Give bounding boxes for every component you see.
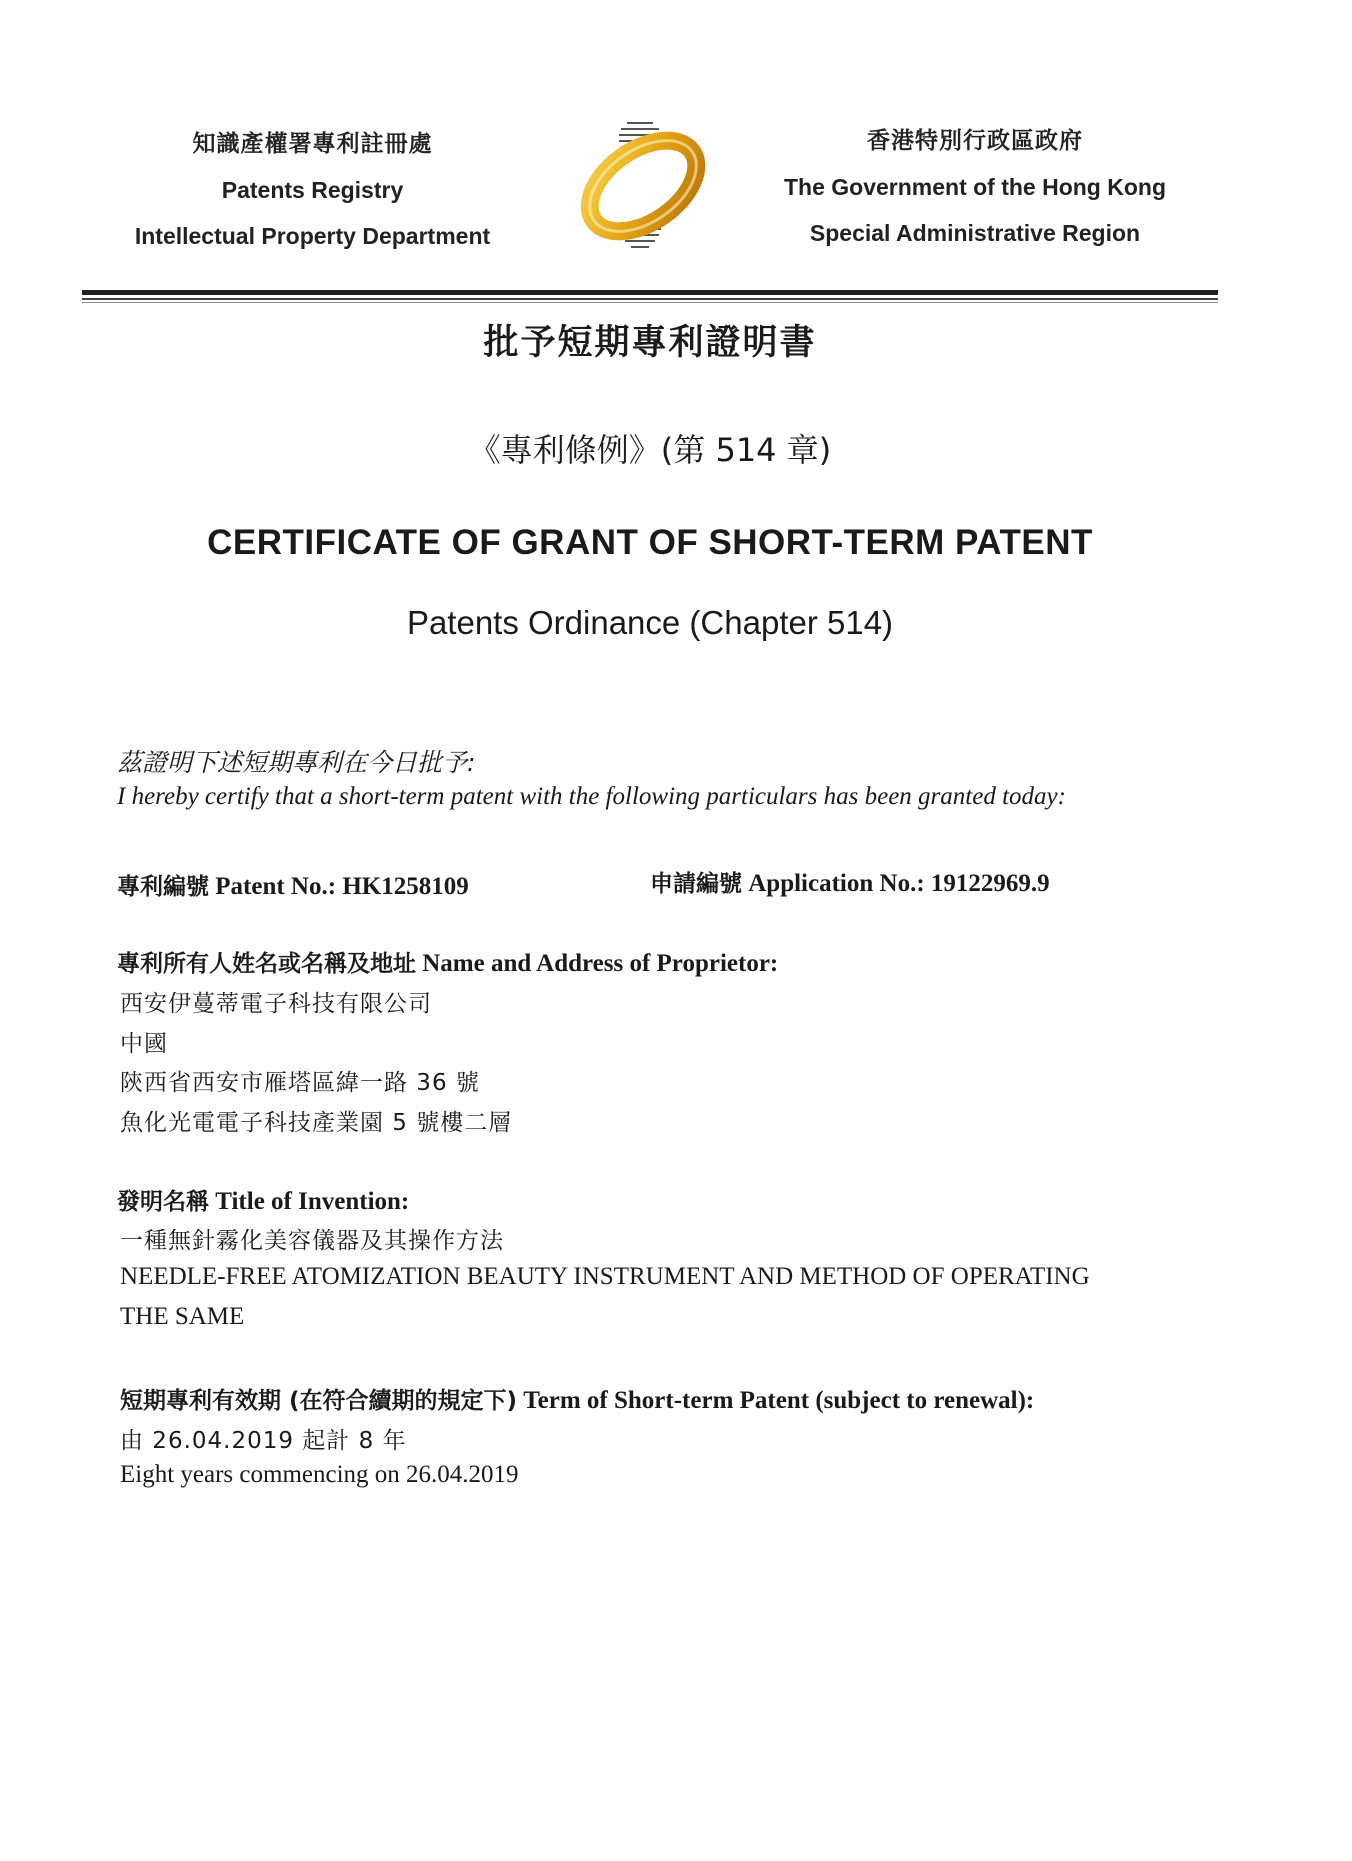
ordinance-en: Patents Ordinance (Chapter 514) bbox=[406, 604, 894, 641]
invention-title-cn: 一種無針霧化美容儀器及其操作方法 bbox=[120, 1228, 504, 1254]
certificate-title-en: CERTIFICATE OF GRANT OF SHORT-TERM PATENT bbox=[207, 523, 1093, 562]
proprietor-line-1: 西安伊蔓蒂電子科技有限公司 bbox=[120, 991, 432, 1017]
proprietor-line-3: 陝西省西安市雁塔區緯一路 36 號 bbox=[120, 1070, 480, 1096]
header-rule-inner bbox=[82, 298, 1218, 300]
proprietor-line-2: 中國 bbox=[120, 1031, 168, 1057]
issuer-department: Intellectual Property Department bbox=[134, 223, 491, 249]
proprietor-label-en: Name and Address of Proprietor: bbox=[422, 950, 779, 977]
term-label bbox=[120, 1382, 1034, 1415]
hk-ipd-emblem bbox=[565, 118, 715, 253]
invention-title-en-line2: THE SAME bbox=[120, 1303, 245, 1330]
government-line2: Special Administrative Region bbox=[809, 220, 1141, 246]
patent-number-label-cn: 專利編號 bbox=[117, 874, 209, 900]
invention-title-en-line1: NEEDLE-FREE ATOMIZATION BEAUTY INSTRUMENT AND METHOD OF OPERATING bbox=[120, 1263, 1090, 1290]
issuer-name-cn: 知識產權署專利註冊處 bbox=[192, 130, 433, 156]
application-number-value: 19122969.9 bbox=[930, 870, 1050, 897]
issuer-registry: Patents Registry bbox=[221, 177, 404, 203]
header-rule-hairline bbox=[82, 302, 1218, 303]
proprietor-line-4: 魚化光電電子科技產業園 5 號樓二層 bbox=[120, 1110, 513, 1136]
application-number-label-en: Application No.: bbox=[748, 870, 925, 897]
term-label-cn: 短期專利有效期 (在符合續期的規定下) bbox=[120, 1388, 518, 1414]
term-value-en: Eight years commencing on 26.04.2019 bbox=[120, 1461, 519, 1488]
invention-label bbox=[117, 1183, 409, 1216]
patent-number-field bbox=[117, 868, 469, 901]
certificate-title-cn: 批予短期專利證明書 bbox=[483, 323, 817, 363]
term-value-cn: 由 26.04.2019 起計 8 年 bbox=[120, 1428, 407, 1454]
invention-label-en: Title of Invention: bbox=[215, 1188, 410, 1215]
proprietor-label bbox=[117, 945, 778, 978]
certify-statement-cn: 茲證明下述短期專利在今日批予: bbox=[117, 748, 476, 777]
government-line1: The Government of the Hong Kong bbox=[783, 174, 1167, 200]
proprietor-label-cn: 專利所有人姓名或名稱及地址 bbox=[117, 951, 416, 977]
header-rule bbox=[82, 290, 1218, 295]
certify-statement-en: I hereby certify that a short-term patent with the following particulars has been granted today: bbox=[117, 783, 1066, 810]
application-number-field bbox=[650, 865, 1050, 898]
issuer-block bbox=[100, 125, 525, 255]
patent-number-value: HK1258109 bbox=[342, 873, 469, 900]
government-name-cn: 香港特別行政區政府 bbox=[867, 127, 1083, 153]
term-label-en: Term of Short-term Patent (subject to renewal): bbox=[523, 1387, 1035, 1414]
patent-number-label-en: Patent No.: bbox=[215, 873, 337, 900]
government-block bbox=[760, 122, 1190, 252]
ordinance-cn: 《專利條例》(第 514 章) bbox=[468, 431, 832, 469]
application-number-label-cn: 申請編號 bbox=[650, 871, 742, 897]
invention-label-cn: 發明名稱 bbox=[117, 1189, 209, 1215]
